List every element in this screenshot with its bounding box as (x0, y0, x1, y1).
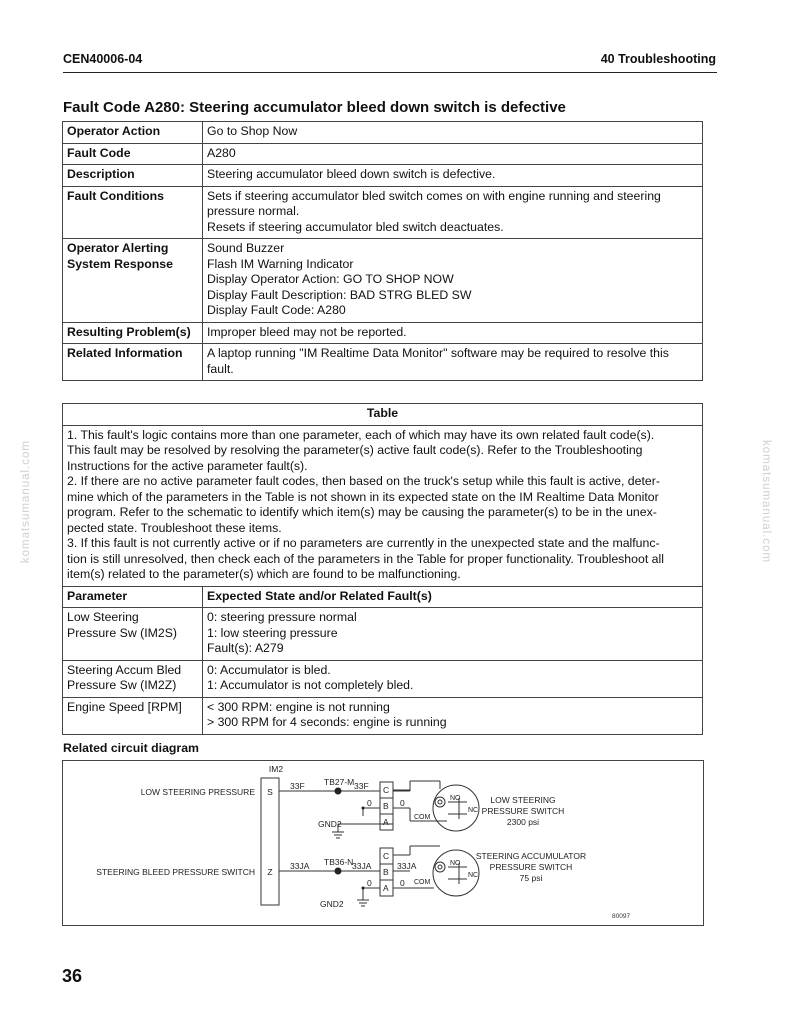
fault-table-row (63, 122, 703, 144)
parameter-expected-state-line: Fault(s): A279 (207, 641, 284, 655)
fault-table (62, 121, 703, 381)
ground-label-2: GND2 (320, 899, 344, 909)
fault-field-label: Resulting Problem(s) (63, 322, 203, 344)
note-line: 1. This fault's logic contains more than one parameter, each of which may have its own related fault code(s). (67, 427, 655, 442)
note-line: Instructions for the active parameter fault(s). (67, 458, 308, 473)
connector-b-label-2: B (383, 867, 389, 877)
fault-table-row (63, 239, 703, 323)
terminal-tb27m-label: TB27-M (324, 777, 355, 787)
fault-field-value (203, 165, 703, 187)
switch2-no-label: NO (450, 860, 461, 867)
fault-field-value-line: A laptop running "IM Realtime Data Monitor" software may be required to resolve this (207, 346, 669, 360)
parameter-row (63, 697, 703, 734)
fault-field-label: Operator Action (63, 122, 203, 144)
parameter-row (63, 608, 703, 661)
fault-table-row (63, 143, 703, 165)
im2-module-box (261, 778, 279, 905)
switch1-nc-label: NC (468, 807, 479, 814)
wire-zero-label-4: 0 (400, 878, 405, 888)
fault-field-label-line: Operator Alerting (67, 241, 169, 255)
connector-a-label-2: A (383, 883, 389, 893)
fault-field-value (203, 122, 703, 144)
fault-field-value-line: fault. (207, 361, 234, 376)
circuit-diagram-heading: Related circuit diagram (63, 741, 199, 755)
connector-b-label: B (383, 801, 389, 811)
wire-zero-label-1: 0 (367, 798, 372, 808)
table-caption: Table (63, 404, 703, 426)
wire-33f-label: 33F (290, 781, 305, 791)
wire-33ja-label-2: 33JA (352, 861, 372, 871)
watermark-right: komatsumanual.com (760, 440, 772, 564)
parameter-table (62, 403, 703, 735)
connector-c-label: C (383, 785, 390, 795)
fault-field-value-line: Flash IM Warning Indicator (207, 256, 354, 271)
figure-id: 80097 (612, 913, 631, 920)
fault-field-value-line: A280 (207, 145, 236, 160)
fault-field-value-line: Go to Shop Now (207, 124, 298, 138)
switch1-com-label: COM (414, 814, 431, 821)
fault-field-label (63, 239, 203, 323)
fault-table-row (63, 344, 703, 381)
low-steering-pressure-label: LOW STEERING PRESSURE (140, 787, 255, 797)
switch1-name-line2: PRESSURE SWITCH (481, 806, 565, 816)
switch1-name-line1: LOW STEERING (490, 795, 556, 805)
parameter-expected-state-line: < 300 RPM: engine is not running (207, 699, 390, 714)
parameter-name-line: Steering Accum Bled (67, 662, 182, 677)
fault-field-value-line: Display Fault Description: BAD STRG BLED SW (207, 287, 472, 302)
note-line: 3. If this fault is not currently active or if no parameters are currently in the unexpected state and the malfunc- (67, 536, 660, 550)
switch2-com-label: COM (414, 879, 431, 886)
fault-field-value-line: Display Operator Action: GO TO SHOP NOW (207, 272, 454, 286)
parameter-row (63, 660, 703, 697)
parameter-expected-state-line: 1: low steering pressure (207, 625, 338, 640)
column-header-expected: Expected State and/or Related Fault(s) (203, 586, 703, 608)
fault-field-value (203, 322, 703, 344)
parameter-name-line: Pressure Sw (IM2Z) (67, 678, 177, 692)
parameter-name (63, 660, 203, 697)
wire-33ja-label: 33JA (290, 861, 310, 871)
header-divider (63, 72, 717, 73)
ground-label-1: GND2 (318, 819, 342, 829)
fault-field-value-line: Steering accumulator bleed down switch is defective. (207, 167, 496, 181)
fault-field-label: Description (63, 165, 203, 187)
connector-a-label: A (383, 817, 389, 827)
document-code: CEN40006-04 (63, 52, 143, 66)
fault-table-row (63, 186, 703, 239)
circuit-diagram (62, 760, 704, 926)
wire-33ja-label-3: 33JA (397, 861, 417, 871)
parameter-name (63, 608, 203, 661)
parameter-expected-state (203, 608, 703, 661)
fault-field-value-line: Sound Buzzer (207, 241, 285, 255)
fault-field-value (203, 239, 703, 323)
parameter-expected-state-line: > 300 RPM for 4 seconds: engine is running (207, 715, 447, 729)
section-title: 40 Troubleshooting (600, 52, 716, 66)
pin-z-label: Z (267, 867, 273, 877)
note-line: item(s) related to the parameter(s) which are found to be malfunctioning. (67, 567, 461, 581)
fault-field-label: Fault Code (63, 143, 203, 165)
note-line: 2. If there are no active parameter fault codes, then based on the truck's setup while this fault is active, deter- (67, 474, 660, 488)
fault-field-value (203, 344, 703, 381)
wire-zero-label-3: 0 (367, 878, 372, 888)
column-header-parameter: Parameter (63, 586, 203, 608)
fault-table-row (63, 165, 703, 187)
parameter-name-line: Low Steering (67, 610, 139, 624)
note-line: program. Refer to the schematic to identify which item(s) may be causing the parameter(s) to be in the unex- (67, 505, 657, 519)
note-line: pected state. Troubleshoot these items. (67, 520, 282, 535)
switch2-name-line2: PRESSURE SWITCH (489, 862, 573, 872)
parameter-expected-state (203, 660, 703, 697)
troubleshooting-notes (63, 425, 703, 586)
parameter-name-line: Engine Speed [RPM] (67, 699, 182, 714)
im2-label: IM2 (268, 764, 284, 774)
parameter-expected-state (203, 697, 703, 734)
wire-33f-label-2: 33F (354, 781, 369, 791)
note-line: This fault may be resolved by resolving the parameter(s) active fault code(s). Refer to the Troubleshooting (67, 443, 643, 457)
steering-bleed-switch-label: STEERING BLEED PRESSURE SWITCH (96, 867, 255, 877)
fault-field-label-line: System Response (67, 256, 173, 271)
fault-field-value (203, 143, 703, 165)
fault-field-value-line: pressure normal. (207, 204, 300, 218)
pin-s-label: S (267, 787, 273, 797)
note-line: mine which of the parameters in the Table is not shown in its expected state on the IM Realtime Data Monitor (67, 489, 659, 504)
parameter-expected-state-line: 0: Accumulator is bled. (207, 662, 331, 677)
page-title: Fault Code A280: Steering accumulator bleed down switch is defective (63, 99, 566, 116)
parameter-expected-state-line: 1: Accumulator is not completely bled. (207, 678, 414, 692)
fault-field-value-line: Display Fault Code: A280 (207, 303, 346, 317)
connector-c-label-2: C (383, 851, 390, 861)
page-number: 36 (62, 966, 83, 986)
fault-field-value-line: Resets if steering accumulator bled switch deactuates. (207, 219, 504, 234)
wire-zero-label-2: 0 (400, 798, 405, 808)
terminal-tb36n-label: TB36-N (324, 857, 354, 867)
note-line: tion is still unresolved, then check each of the parameters in the Table for proper functionality. Troubleshoot all (67, 551, 664, 566)
switch2-rating: 75 psi (519, 873, 543, 883)
fault-field-value (203, 186, 703, 239)
parameter-name-line: Pressure Sw (IM2S) (67, 625, 178, 640)
fault-field-label: Fault Conditions (63, 186, 203, 239)
fault-table-row (63, 322, 703, 344)
fault-field-value-line: Sets if steering accumulator bled switch comes on with engine running and steering (207, 188, 661, 203)
switch2-nc-label: NC (468, 872, 479, 879)
fault-field-value-line: Improper bleed may not be reported. (207, 324, 407, 339)
parameter-expected-state-line: 0: steering pressure normal (207, 610, 357, 624)
switch1-rating: 2300 psi (506, 817, 540, 827)
parameter-name (63, 697, 203, 734)
switch2-name-line1: STEERING ACCUMULATOR (475, 851, 587, 861)
switch1-no-label: NO (450, 795, 461, 802)
watermark-left: komatsumanual.com (20, 440, 32, 564)
fault-field-label: Related Information (63, 344, 203, 381)
